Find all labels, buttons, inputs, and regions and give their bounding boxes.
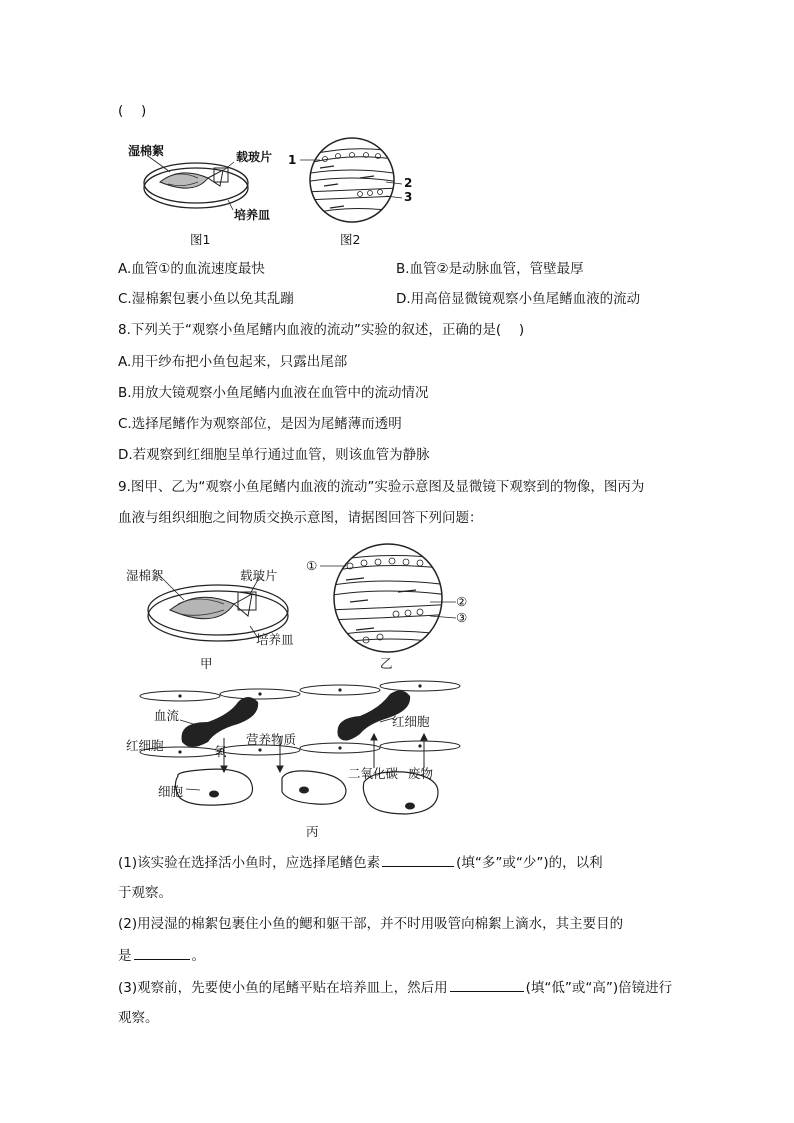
q9-sub1-line1 — [118, 852, 603, 873]
fig-bing-cell: 细胞 — [158, 784, 184, 799]
q9-sub3-line2: 观察。 — [118, 1010, 159, 1026]
q9-sub1-post: (填“多”或“少”)的，以利 — [456, 855, 603, 871]
q9-sub1-pre: (1)该实验在选择活小鱼时，应选择尾鳍色素 — [118, 855, 381, 871]
q9-sub2-pre: 是 — [118, 948, 132, 964]
q9-sub2-line1: (2)用浸湿的棉絮包裹住小鱼的鳃和躯干部，并不时用吸管向棉絮上滴水，其主要目的 — [118, 916, 624, 932]
q9-stem-line1: 9.图甲、乙为“观察小鱼尾鳍内血液的流动”实验示意图及显微镜下观察到的物像，图丙为 — [118, 479, 645, 495]
q9-sub3-answer-blank[interactable] — [450, 977, 524, 992]
q9-sub1-answer-blank[interactable] — [382, 852, 454, 867]
q7-answer-paren: ( ) — [118, 103, 147, 119]
q8-option-a[interactable]: A.用干纱布把小鱼包起来，只露出尾部 — [118, 354, 348, 370]
q9-stem-line2: 血液与组织细胞之间物质交换示意图，请据图回答下列问题： — [118, 510, 483, 526]
q9-sub2-answer-blank[interactable] — [134, 945, 190, 960]
fig-yi-label-1: ① — [306, 558, 318, 573]
q9-sub1-line2: 于观察。 — [118, 885, 172, 901]
q8-option-d[interactable]: D.若观察到红细胞呈单行通过血管，则该血管为静脉 — [118, 447, 430, 463]
fig1-label-dish: 培养皿 — [234, 208, 271, 222]
fig1-label-slide: 载玻片 — [236, 150, 273, 164]
fig-jia-label-dish: 培养皿 — [256, 632, 294, 647]
fig-jia-label-cotton: 湿棉絮 — [126, 568, 164, 583]
fig-bing-nutrients: 营养物质 — [246, 732, 297, 747]
q9-sub2-post: 。 — [191, 948, 205, 964]
q7-option-a[interactable]: A.血管①的血流速度最快 — [118, 261, 265, 277]
q9-sub3-post: (填“低”或“高”)倍镜进行 — [525, 980, 673, 996]
q9-sub2-line2 — [118, 945, 205, 966]
fig-bing-caption: 丙 — [306, 824, 319, 839]
fig2-label-1: 1 — [288, 153, 297, 167]
fig2-label-2: 2 — [404, 176, 413, 190]
fig1-caption: 图1 — [190, 232, 211, 247]
fig-bing-rbc-left: 红细胞 — [126, 738, 164, 753]
q7-option-b[interactable]: B.血管②是动脉血管，管壁最厚 — [396, 261, 584, 277]
fig-bing-co2: 二氧化碳 — [348, 766, 399, 781]
fig-yi-label-2: ② — [456, 594, 468, 609]
fig-jia-caption: 甲 — [200, 656, 213, 671]
figure-2-microscope-view — [290, 134, 420, 226]
fig-yi-label-3: ③ — [456, 610, 468, 625]
figure-yi-microscope-view — [306, 540, 476, 660]
q8-option-b[interactable]: B.用放大镜观察小鱼尾鳍内血液在血管中的流动情况 — [118, 385, 429, 401]
fig2-caption: 图2 — [340, 232, 361, 247]
fig1-label-cotton: 湿棉絮 — [128, 144, 165, 158]
fig-bing-blood-flow: 血流 — [154, 708, 180, 723]
fig-yi-caption: 乙 — [380, 656, 393, 671]
q9-sub3-line1 — [118, 977, 672, 998]
q7-option-d[interactable]: D.用高倍显微镜观察小鱼尾鳍血液的流动 — [396, 291, 641, 307]
fig2-label-3: 3 — [404, 190, 413, 204]
q8-stem: 8.下列关于“观察小鱼尾鳍内血液的流动”实验的叙述，正确的是( ) — [118, 322, 525, 338]
fig-jia-label-slide: 载玻片 — [240, 568, 278, 583]
q7-option-c[interactable]: C.湿棉絮包裹小鱼以免其乱蹦 — [118, 291, 294, 307]
fig-bing-oxygen: 氧 — [214, 744, 227, 759]
q8-option-c[interactable]: C.选择尾鳍作为观察部位，是因为尾鳍薄而透明 — [118, 416, 402, 432]
q9-sub3-pre: (3)观察前，先要使小鱼的尾鳍平贴在培养皿上，然后用 — [118, 980, 448, 996]
fig-bing-rbc-right: 红细胞 — [392, 714, 430, 729]
fig-bing-waste: 废物 — [408, 766, 434, 781]
